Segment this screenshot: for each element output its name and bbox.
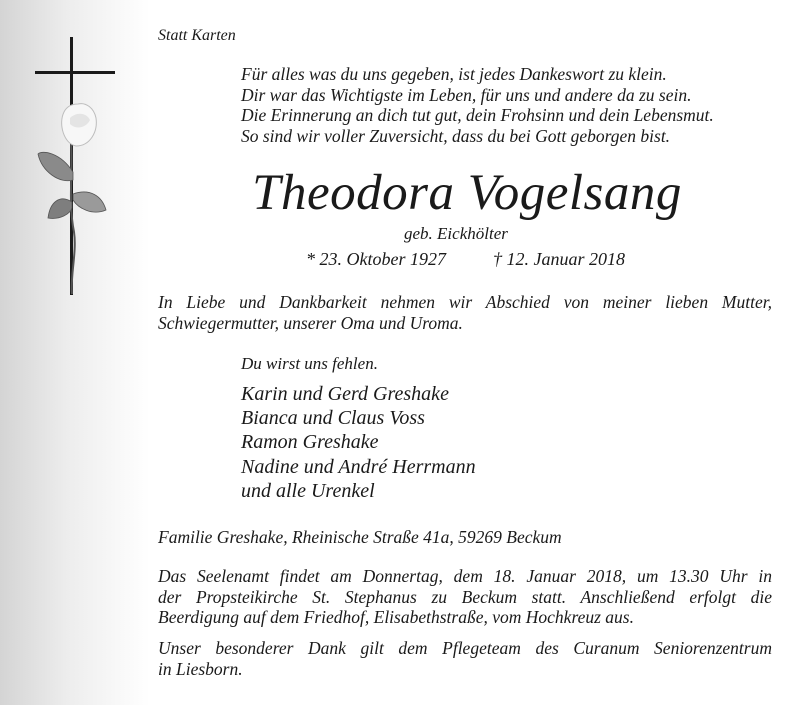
family-address: Familie Greshake, Rheinische Straße 41a, 59269 Beckum [158, 527, 562, 547]
header-text: Statt Karten [158, 27, 236, 44]
service-line: Das Seelenamt findet am Donnertag, dem 18. Januar 2018, um 13.30 Uhr in [158, 566, 772, 586]
mourner: Nadine und André Herrmann [241, 455, 476, 478]
poem-line: So sind wir voller Zuversicht, dass du bei Gott geborgen bist. [241, 125, 671, 146]
mourner: und alle Urenkel [241, 479, 375, 502]
deceased-name: Theodora Vogelsang [252, 165, 682, 221]
mourner: Ramon Greshake [241, 431, 379, 454]
farewell-paragraph [158, 292, 772, 333]
farewell-line: In Liebe und Dankbarkeit nehmen wir Abschied von meiner lieben Mutter, [158, 292, 772, 312]
mourner: Karin und Gerd Greshake [241, 383, 449, 405]
farewell-line: Schwiegermutter, unserer Oma und Uroma. [158, 312, 463, 333]
birth-date: * 23. Oktober 1927 [306, 249, 446, 269]
poem [241, 64, 714, 146]
poem-line: Für alles was du uns gegeben, ist jedes Dankeswort zu klein. [241, 64, 667, 84]
mourner: Bianca und Claus Voss [241, 407, 425, 430]
missed-text: Du wirst uns fehlen. [241, 354, 378, 373]
mourners-list [241, 382, 476, 503]
service-paragraph [158, 566, 772, 628]
service-line: der Propsteikirche St. Stephanus zu Beckum statt. Anschließend erfolgt die [158, 586, 772, 607]
birth-name: geb. Eickhölter [404, 224, 508, 243]
thanks-line: Unser besonderer Dank gilt dem Pflegeteam des Curanum Seniorenzentrum [158, 638, 772, 658]
thanks-line: in Liesborn. [158, 658, 243, 679]
poem-line: Dir war das Wichtigste im Leben, für uns und andere da zu sein. [241, 84, 692, 105]
service-line: Beerdigung auf dem Friedhof, Elisabethstraße, vom Hochkreuz aus. [158, 607, 634, 627]
thanks-paragraph [158, 638, 772, 679]
poem-line: Die Erinnerung an dich tut gut, dein Frohsinn und dein Lebensmut. [241, 105, 714, 125]
death-date: † 12. Januar 2018 [493, 249, 625, 269]
